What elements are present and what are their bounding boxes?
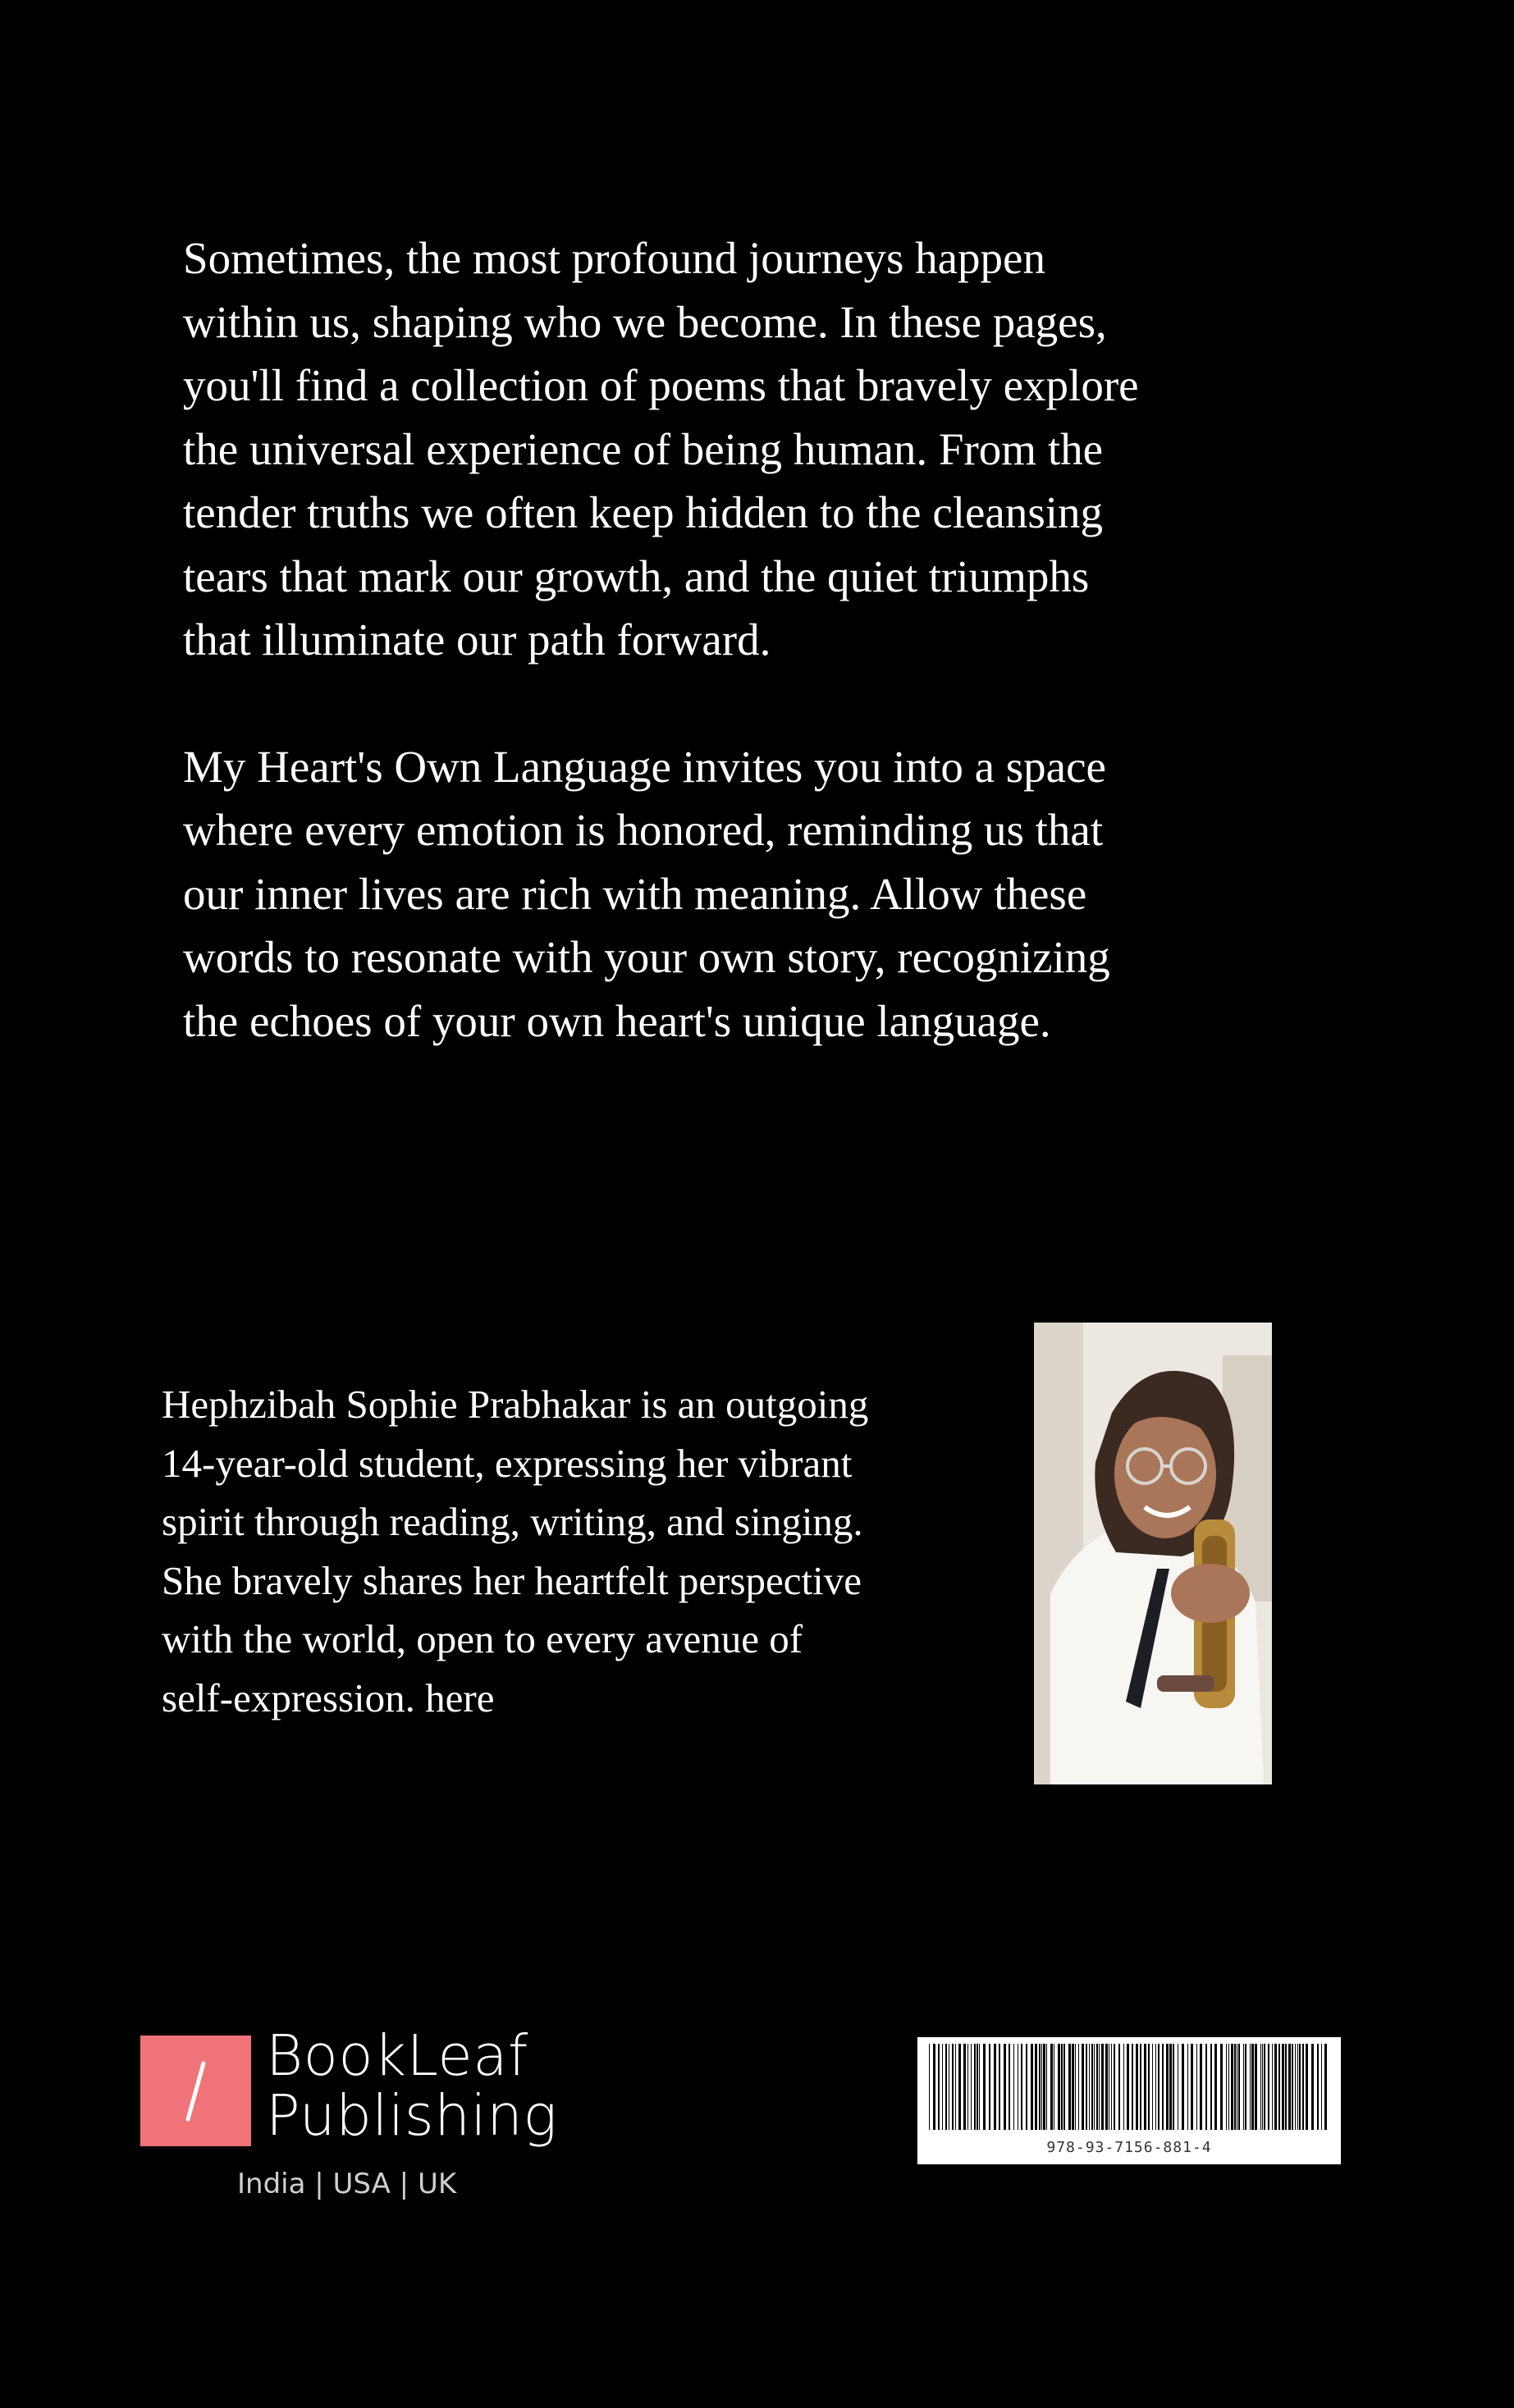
author-photo xyxy=(1034,1323,1272,1784)
barcode-bar xyxy=(1021,2044,1022,2130)
barcode-bar xyxy=(929,2044,930,2130)
barcode-bar xyxy=(1127,2044,1129,2130)
barcode-bar xyxy=(1155,2044,1156,2130)
barcode-bar xyxy=(1295,2044,1296,2130)
barcode-bar xyxy=(1311,2044,1314,2130)
slash-logo-icon xyxy=(140,2036,251,2146)
barcode-bar xyxy=(942,2044,943,2130)
barcode-bar xyxy=(1251,2044,1254,2130)
barcode-bar xyxy=(958,2044,961,2130)
barcode-bar xyxy=(1210,2044,1212,2130)
barcode-bar xyxy=(1182,2044,1184,2130)
barcode-bar xyxy=(994,2044,996,2130)
barcode-bar xyxy=(1231,2044,1233,2130)
barcode-bar xyxy=(1264,2044,1265,2130)
barcode-bar xyxy=(1285,2044,1287,2130)
barcode-bar xyxy=(1288,2044,1291,2130)
barcode-bar xyxy=(1050,2044,1053,2130)
barcode-bar xyxy=(1282,2044,1284,2130)
author-bio: Hephzibah Sophie Prabhakar is an outgoing 14-year-old student, expressing her vibrant spirit through reading, writing, and singing. She bravely shares her heartfelt perspective with the world, open to every avenue of self-expression. here xyxy=(162,1382,869,1720)
barcode-bar xyxy=(1226,2044,1227,2130)
barcode-bar xyxy=(1173,2044,1174,2130)
barcode-bar xyxy=(967,2044,968,2130)
barcode-bar xyxy=(971,2044,972,2130)
barcode-bar xyxy=(1191,2044,1193,2130)
barcode-bar xyxy=(1148,2044,1150,2130)
barcode-bar xyxy=(1306,2044,1308,2130)
barcode-bar xyxy=(1082,2044,1084,2130)
barcode-bar xyxy=(955,2044,956,2130)
barcode-bar xyxy=(1068,2044,1071,2130)
barcode-bar xyxy=(1086,2044,1087,2130)
barcode-bar xyxy=(1274,2044,1277,2130)
barcode-bar xyxy=(983,2044,986,2130)
barcode-bar xyxy=(1299,2044,1301,2130)
barcode-bar xyxy=(1043,2044,1045,2130)
barcode-bar xyxy=(1114,2044,1115,2130)
barcode-bar xyxy=(1317,2044,1319,2130)
barcode-bar xyxy=(952,2044,954,2130)
barcode-bar xyxy=(1302,2044,1304,2130)
barcode-bar xyxy=(1013,2044,1014,2130)
barcode-bar xyxy=(1132,2044,1133,2130)
barcode-bar xyxy=(979,2044,980,2130)
barcode-bar xyxy=(1292,2044,1293,2130)
publisher-logo xyxy=(140,2036,251,2146)
blurb xyxy=(183,226,1151,1053)
barcode-bar xyxy=(1250,2044,1251,2130)
barcode-bar xyxy=(1061,2044,1063,2130)
barcode-bar xyxy=(1140,2044,1141,2130)
publisher-name-line1: BookLeaf xyxy=(266,2023,528,2089)
barcode-bar xyxy=(1089,2044,1090,2130)
barcode-bar xyxy=(1278,2044,1280,2130)
barcode-bar xyxy=(1196,2044,1197,2130)
barcode-bar xyxy=(1111,2044,1112,2130)
barcode-bar xyxy=(963,2044,966,2130)
barcode-bar xyxy=(1228,2044,1229,2130)
barcode-bar xyxy=(1245,2044,1246,2130)
barcode-bar xyxy=(1324,2044,1327,2130)
barcode-bar xyxy=(1162,2044,1164,2130)
barcode-bar xyxy=(1169,2044,1172,2130)
barcode-bar xyxy=(1297,2044,1298,2130)
barcode-bar xyxy=(1063,2044,1065,2130)
barcode-bar xyxy=(1238,2044,1240,2130)
barcode-bar xyxy=(1243,2044,1244,2130)
barcode-bar xyxy=(1158,2044,1160,2130)
barcode-bar xyxy=(933,2044,935,2130)
barcode-bar xyxy=(1214,2044,1217,2130)
barcode-bar xyxy=(1205,2044,1207,2130)
publisher-name-line2: Publishing xyxy=(266,2083,558,2149)
barcode-bar xyxy=(1136,2044,1138,2130)
barcode-bar xyxy=(977,2044,978,2130)
barcode-bar xyxy=(1187,2044,1188,2130)
barcode-bar xyxy=(1118,2044,1120,2130)
barcode-bar xyxy=(1234,2044,1236,2130)
barcode-bar xyxy=(1255,2044,1257,2130)
barcode-bar xyxy=(1035,2044,1037,2130)
barcode-bar xyxy=(1260,2044,1261,2130)
barcode-bar xyxy=(1009,2044,1010,2130)
barcode-bar xyxy=(1075,2044,1076,2130)
barcode-bar xyxy=(1272,2044,1273,2130)
isbn-number: 978-93-7156-881-4 xyxy=(1046,2139,1212,2156)
barcode-bar xyxy=(1123,2044,1124,2130)
barcode-bar xyxy=(1039,2044,1041,2130)
barcode-bar xyxy=(1046,2044,1047,2130)
barcode-bar xyxy=(974,2044,976,2130)
barcode-bar xyxy=(1078,2044,1079,2130)
barcode-bar xyxy=(1096,2044,1098,2130)
barcode-bar xyxy=(1152,2044,1153,2130)
barcode-bar xyxy=(1166,2044,1169,2130)
barcode-bar xyxy=(1026,2044,1027,2130)
barcode-bar xyxy=(1094,2044,1095,2130)
barcode-bar xyxy=(945,2044,947,2130)
barcode-bar xyxy=(1262,2044,1263,2130)
barcode-bar xyxy=(1041,2044,1042,2130)
publisher-name xyxy=(266,2023,558,2149)
barcode-bar xyxy=(1004,2044,1006,2130)
barcode-bar xyxy=(1091,2044,1093,2130)
blurb-paragraph: Sometimes, the most profound journeys happen within us, shaping who we become. In these pages, you'll find a collection of poems that bravely explore the universal experience of being human. From the tender truths we often keep hidden to the cleansing tears that mark our growth, and the quiet triumphs that illuminate our path forward. xyxy=(183,233,1139,665)
barcode-bar xyxy=(1220,2044,1223,2130)
isbn-barcode xyxy=(917,2037,1341,2164)
blurb-paragraph: My Heart's Own Language invites you into a space where every emotion is honored, reminding us that our inner lives are rich with meaning. Allow these words to resonate with your own story, recognizing the echoes of your own heart's unique language. xyxy=(183,741,1110,1046)
barcode-bar xyxy=(1200,2044,1202,2130)
barcode-bar xyxy=(1058,2044,1060,2130)
barcode-bar xyxy=(1321,2044,1322,2130)
barcode-bar xyxy=(1031,2044,1033,2130)
barcode-bar xyxy=(1101,2044,1104,2130)
barcode-bar xyxy=(999,2044,1000,2130)
barcode-bar xyxy=(1268,2044,1269,2130)
barcode-bar xyxy=(1144,2044,1146,2130)
publisher-regions: India | USA | UK xyxy=(237,2168,457,2200)
barcode-bar xyxy=(1072,2044,1074,2130)
barcode-bar xyxy=(1105,2044,1108,2130)
barcode-bar xyxy=(1099,2044,1100,2130)
barcode-bar xyxy=(989,2044,990,2130)
barcode-bar xyxy=(938,2044,940,2130)
barcode-bars xyxy=(929,2044,1327,2130)
